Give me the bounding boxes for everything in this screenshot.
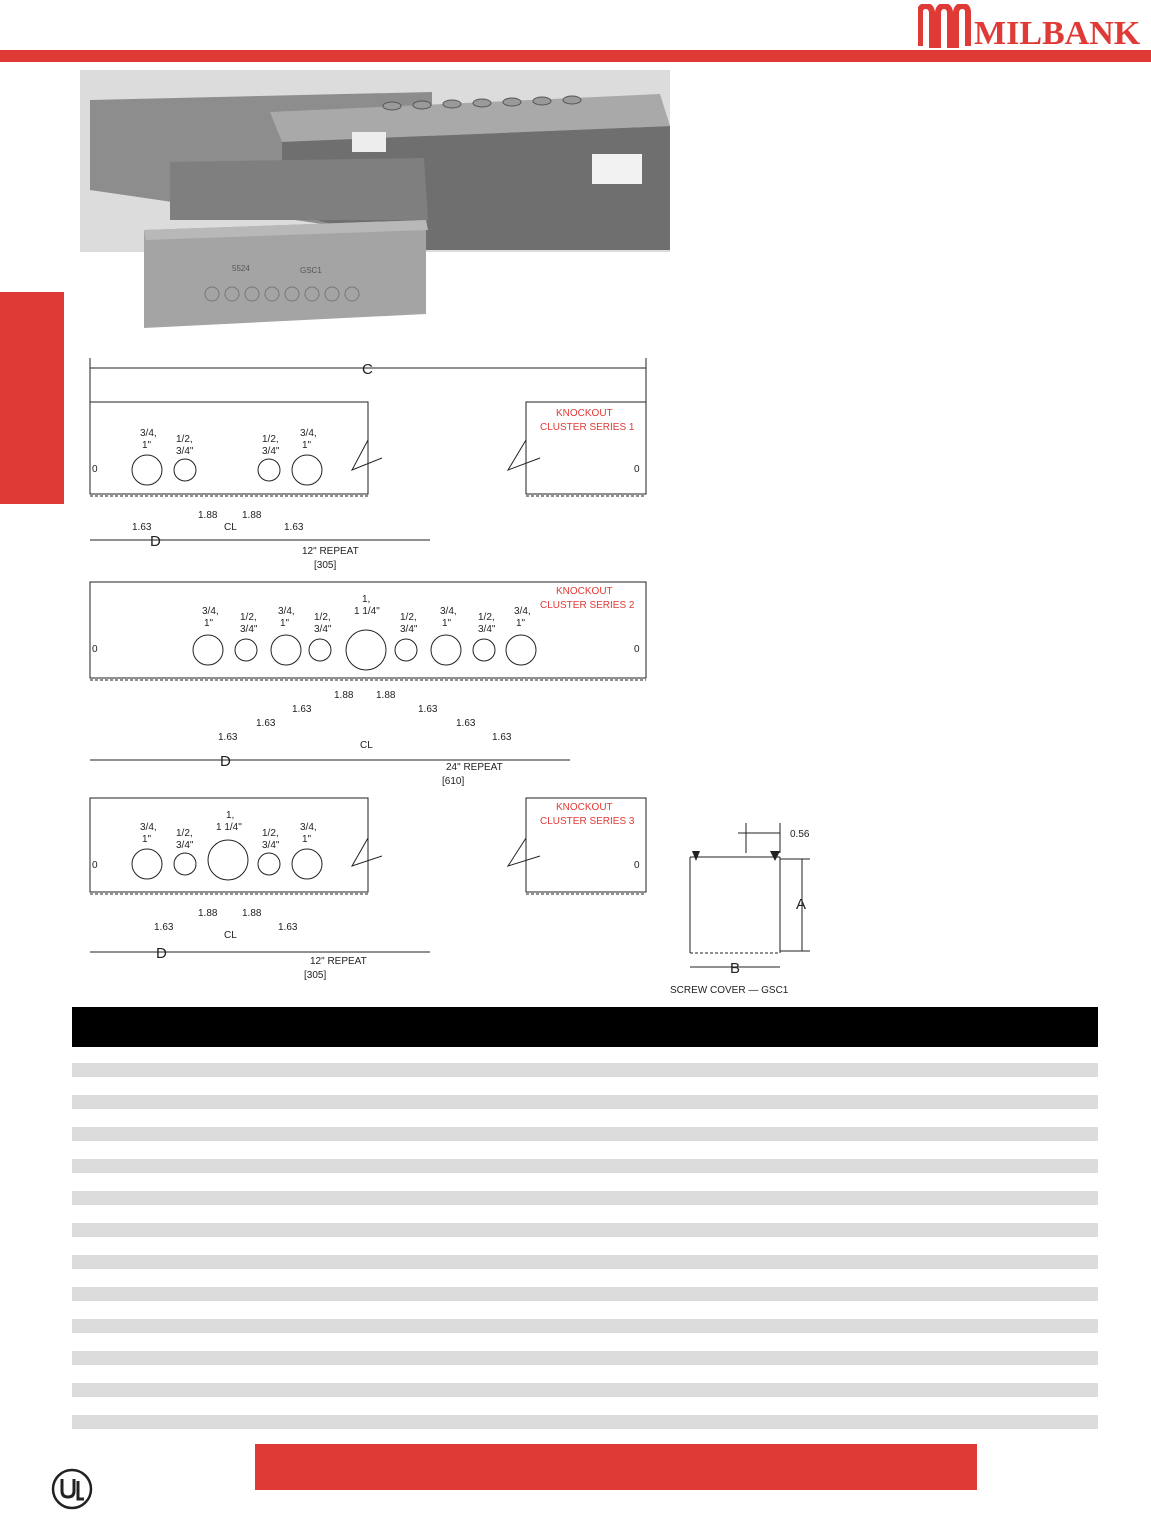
dim-value: 1.63 <box>278 922 298 933</box>
photo-label-2: GSC1 <box>300 266 322 275</box>
table-row <box>72 1095 1098 1109</box>
ko-label: 1/2, <box>478 612 495 623</box>
dim-value: 1.63 <box>132 522 152 533</box>
repeat-mm: [305] <box>314 560 337 571</box>
ko-label: 3/4, <box>514 606 531 617</box>
screw-cover-detail <box>670 815 860 1005</box>
ko-label: 3/4" <box>262 840 280 851</box>
table-row <box>72 1127 1098 1141</box>
dim-value: 1.63 <box>456 718 476 729</box>
dim-value: 1.63 <box>492 732 512 743</box>
ko-label: 3/4" <box>314 624 332 635</box>
ko-label: 3/4" <box>240 624 258 635</box>
ko-label: 1" <box>280 618 290 629</box>
photo-label-1: 5524 <box>232 264 250 273</box>
dim-d: D <box>150 533 161 550</box>
series1-title-1: KNOCKOUT <box>556 408 613 419</box>
ko-label: 1/2, <box>176 828 193 839</box>
ko-label: 1/2, <box>262 434 279 445</box>
dim-value: 1.63 <box>218 732 238 743</box>
series3-title-2: CLUSTER SERIES 3 <box>540 816 635 827</box>
dim-d: D <box>220 753 231 770</box>
ko-label: 3/4" <box>176 840 194 851</box>
milbank-logo <box>918 4 1148 48</box>
top-accent-bar <box>0 50 1151 62</box>
series-2 <box>90 582 646 787</box>
ko-label: 1/2, <box>262 828 279 839</box>
end-mark: 0 <box>634 860 640 871</box>
ko-label: 3/4, <box>140 428 157 439</box>
ko-label: 3/4" <box>478 624 496 635</box>
table-row <box>72 1319 1098 1333</box>
dim-value: 1.88 <box>242 908 262 919</box>
ko-label: 1" <box>302 440 312 451</box>
dim-c: C <box>362 361 373 378</box>
series-3 <box>90 798 646 981</box>
dim-value: 1.88 <box>242 510 262 521</box>
end-mark: 0 <box>634 644 640 655</box>
ko-label: 1" <box>442 618 452 629</box>
centerline: CL <box>224 930 237 941</box>
dim-value: 1.88 <box>198 510 218 521</box>
ko-label: 1/2, <box>314 612 331 623</box>
cover-caption: SCREW COVER — GSC1 <box>670 985 789 996</box>
dim-value: 1.63 <box>284 522 304 533</box>
repeat-label: 12" REPEAT <box>302 546 359 557</box>
ko-label: 3/4, <box>202 606 219 617</box>
end-mark: 0 <box>92 464 98 475</box>
ko-label: 1" <box>516 618 526 629</box>
product-photo <box>72 70 672 328</box>
repeat-mm: [305] <box>304 970 327 981</box>
dim-value: 1.63 <box>154 922 174 933</box>
series-1 <box>90 402 646 571</box>
end-mark: 0 <box>634 464 640 475</box>
ko-label: 3/4, <box>140 822 157 833</box>
dim-d: D <box>156 945 167 962</box>
ul-listed-icon <box>50 1467 94 1511</box>
footer-banner <box>255 1444 977 1490</box>
knockout-diagram <box>70 340 670 1000</box>
repeat-mm: [610] <box>442 776 465 787</box>
centerline: CL <box>224 522 237 533</box>
end-mark: 0 <box>92 644 98 655</box>
dim-a: A <box>796 896 807 913</box>
table-row <box>72 1351 1098 1365</box>
dim-056: 0.56 <box>790 829 810 840</box>
table-row <box>72 1255 1098 1269</box>
table-row <box>72 1191 1098 1205</box>
brand-name: MILBANK <box>974 15 1141 48</box>
dim-value: 1.88 <box>376 690 396 701</box>
table-row <box>72 1063 1098 1077</box>
series1-title-2: CLUSTER SERIES 1 <box>540 422 635 433</box>
section-tab <box>0 292 64 504</box>
series2-title-1: KNOCKOUT <box>556 586 613 597</box>
ko-label: 1, <box>226 810 235 821</box>
ko-label: 3/4, <box>278 606 295 617</box>
dim-value: 1.63 <box>292 704 312 715</box>
ko-label: 1/2, <box>176 434 193 445</box>
ko-label: 3/4" <box>400 624 418 635</box>
series2-title-2: CLUSTER SERIES 2 <box>540 600 635 611</box>
table-row <box>72 1383 1098 1397</box>
ko-label: 3/4" <box>176 446 194 457</box>
repeat-label: 24" REPEAT <box>446 762 503 773</box>
repeat-label: 12" REPEAT <box>310 956 367 967</box>
ko-label: 1" <box>142 834 152 845</box>
table-row <box>72 1223 1098 1237</box>
ko-label: 3/4, <box>300 822 317 833</box>
dim-b: B <box>730 960 741 977</box>
dim-value: 1.88 <box>198 908 218 919</box>
ko-label: 3/4" <box>262 446 280 457</box>
ko-label: 1" <box>142 440 152 451</box>
table-row <box>72 1287 1098 1301</box>
ko-label: 1/2, <box>400 612 417 623</box>
table-header-bar <box>72 1007 1098 1047</box>
centerline: CL <box>360 740 373 751</box>
ko-label: 3/4, <box>300 428 317 439</box>
ko-label: 1 1/4" <box>354 606 380 617</box>
end-mark: 0 <box>92 860 98 871</box>
ko-label: 1 1/4" <box>216 822 242 833</box>
ko-label: 3/4, <box>440 606 457 617</box>
table-row <box>72 1415 1098 1429</box>
dim-value: 1.63 <box>418 704 438 715</box>
ko-label: 1" <box>302 834 312 845</box>
ko-label: 1, <box>362 594 371 605</box>
table-row <box>72 1159 1098 1173</box>
dim-value: 1.63 <box>256 718 276 729</box>
series3-title-1: KNOCKOUT <box>556 802 613 813</box>
ko-label: 1/2, <box>240 612 257 623</box>
dim-value: 1.88 <box>334 690 354 701</box>
ko-label: 1" <box>204 618 214 629</box>
